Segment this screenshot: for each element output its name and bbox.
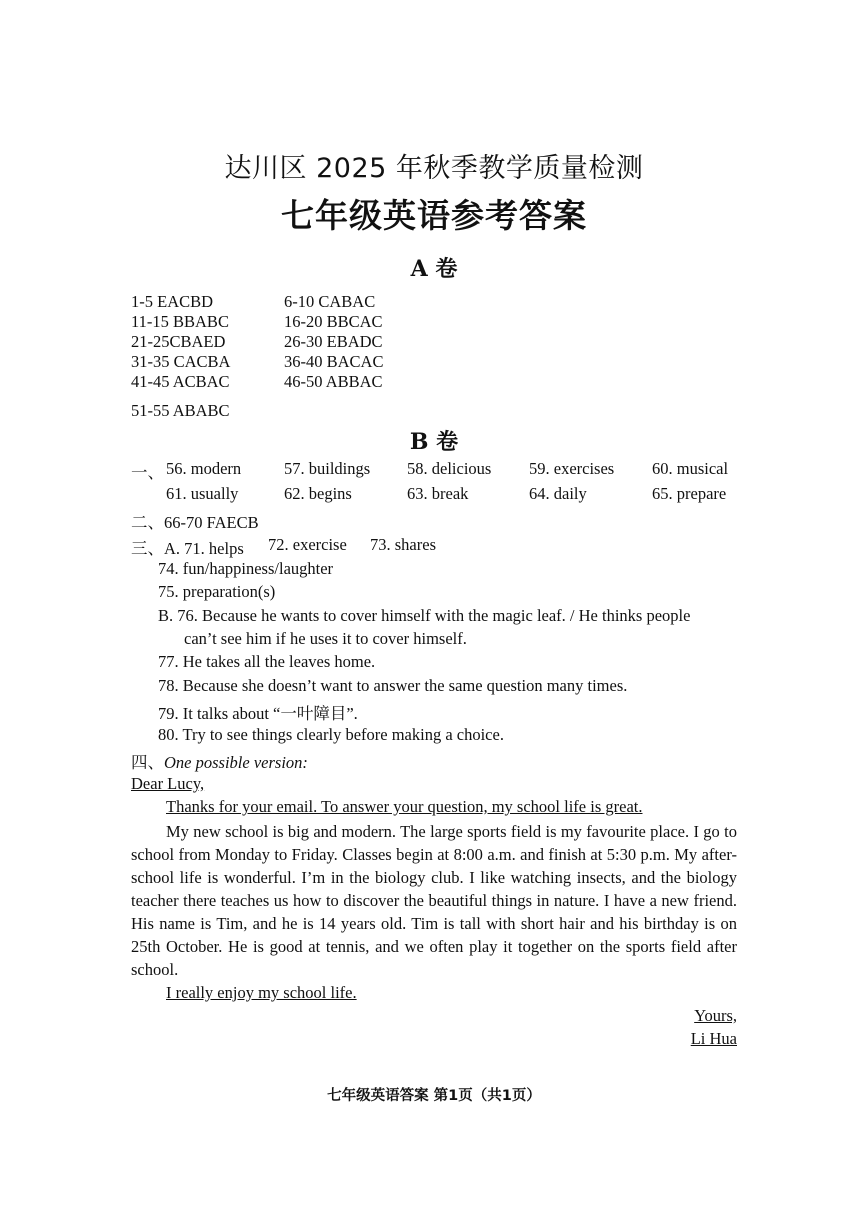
word-answer: 65. prepare bbox=[652, 484, 727, 503]
letter-closing: I really enjoy my school life. bbox=[166, 983, 357, 1002]
word-answer: 61. usually bbox=[166, 484, 239, 503]
part-two-line: 二、66-70 FAECB bbox=[131, 513, 259, 532]
word-answer: 63. break bbox=[407, 484, 469, 503]
word-answer: 58. delicious bbox=[407, 459, 492, 478]
answer-80: 80. Try to see things clearly before making a choice. bbox=[158, 725, 504, 744]
answer-group: 21-25CBAED bbox=[131, 332, 226, 351]
part-four-note: One possible version: bbox=[164, 753, 308, 772]
answer-74: 74. fun/happiness/laughter bbox=[158, 559, 334, 578]
section-b-heading: B 卷 bbox=[409, 429, 459, 455]
answer-group: 26-30 EBADC bbox=[284, 332, 383, 351]
letter-body: My new school is big and modern. The large sports field is my favourite place. I go to school from Monday to Friday. Classes begin at 8:00 a.m. and finish at 5:30 p.m. My after-school life is wonderful. I’m in the biology club. I like watching insects, and the biology teacher there teaches us how to discover the beautiful things in nature. I have a new friend. His name is Tim, and he is 14 years old. Tim is tall with short hair and his birthday is on 25th October. He is good at tennis, and we often play it together on the sports field after school. bbox=[131, 822, 737, 979]
letter-signature: Li Hua bbox=[690, 1029, 737, 1048]
answer-group: 31-35 CACBA bbox=[131, 352, 231, 371]
answer-78: 78. Because she doesn’t want to answer the same question many times. bbox=[158, 676, 628, 695]
answer-77: 77. He takes all the leaves home. bbox=[158, 652, 376, 671]
word-answer: 59. exercises bbox=[529, 459, 615, 478]
part-three-a-item: 三、A. 71. helps bbox=[131, 539, 244, 558]
part-three-a-item: 73. shares bbox=[370, 535, 436, 554]
letter-greeting: Dear Lucy, bbox=[131, 774, 205, 793]
part-three-a-item: 72. exercise bbox=[268, 535, 347, 554]
word-answer: 62. begins bbox=[284, 484, 352, 503]
part-four-heading bbox=[131, 749, 308, 773]
answer-group: 46-50 ABBAC bbox=[284, 372, 383, 391]
answer-group: 11-15 BBABC bbox=[131, 312, 229, 331]
letter-signoff: Yours, bbox=[694, 1006, 737, 1025]
answer-group: 51-55 ABABC bbox=[131, 401, 230, 420]
answer-group: 36-40 BACAC bbox=[284, 352, 384, 371]
answer-group: 1-5 EACBD bbox=[131, 292, 214, 311]
word-answer: 60. musical bbox=[652, 459, 729, 478]
answer-75: 75. preparation(s) bbox=[158, 582, 276, 601]
letter-opening: Thanks for your email. To answer your question, my school life is great. bbox=[166, 797, 643, 816]
answer-group: 6-10 CABAC bbox=[284, 292, 376, 311]
document-title: 七年级英语参考答案 bbox=[281, 196, 587, 235]
word-answer: 64. daily bbox=[529, 484, 587, 503]
part-one-marker: 一、 bbox=[131, 463, 164, 482]
word-answer: 56. modern bbox=[166, 459, 242, 478]
part-four-marker: 四、 bbox=[131, 753, 164, 772]
answer-79: 79. It talks about “一叶障目”. bbox=[158, 704, 358, 723]
section-a-heading: A 卷 bbox=[410, 256, 458, 282]
exam-title: 达川区 2025 年秋季教学质量检测 bbox=[224, 153, 644, 184]
answer-group: 41-45 ACBAC bbox=[131, 372, 230, 391]
answer-group: 16-20 BBCAC bbox=[284, 312, 383, 331]
answer-76-line2: can’t see him if he uses it to cover himself. bbox=[184, 629, 467, 648]
word-answer: 57. buildings bbox=[284, 459, 371, 478]
page-footer: 七年级英语答案 第1页（共1页） bbox=[327, 1088, 541, 1104]
answer-76-line1: B. 76. Because he wants to cover himself with the magic leaf. / He thinks people bbox=[158, 606, 691, 625]
